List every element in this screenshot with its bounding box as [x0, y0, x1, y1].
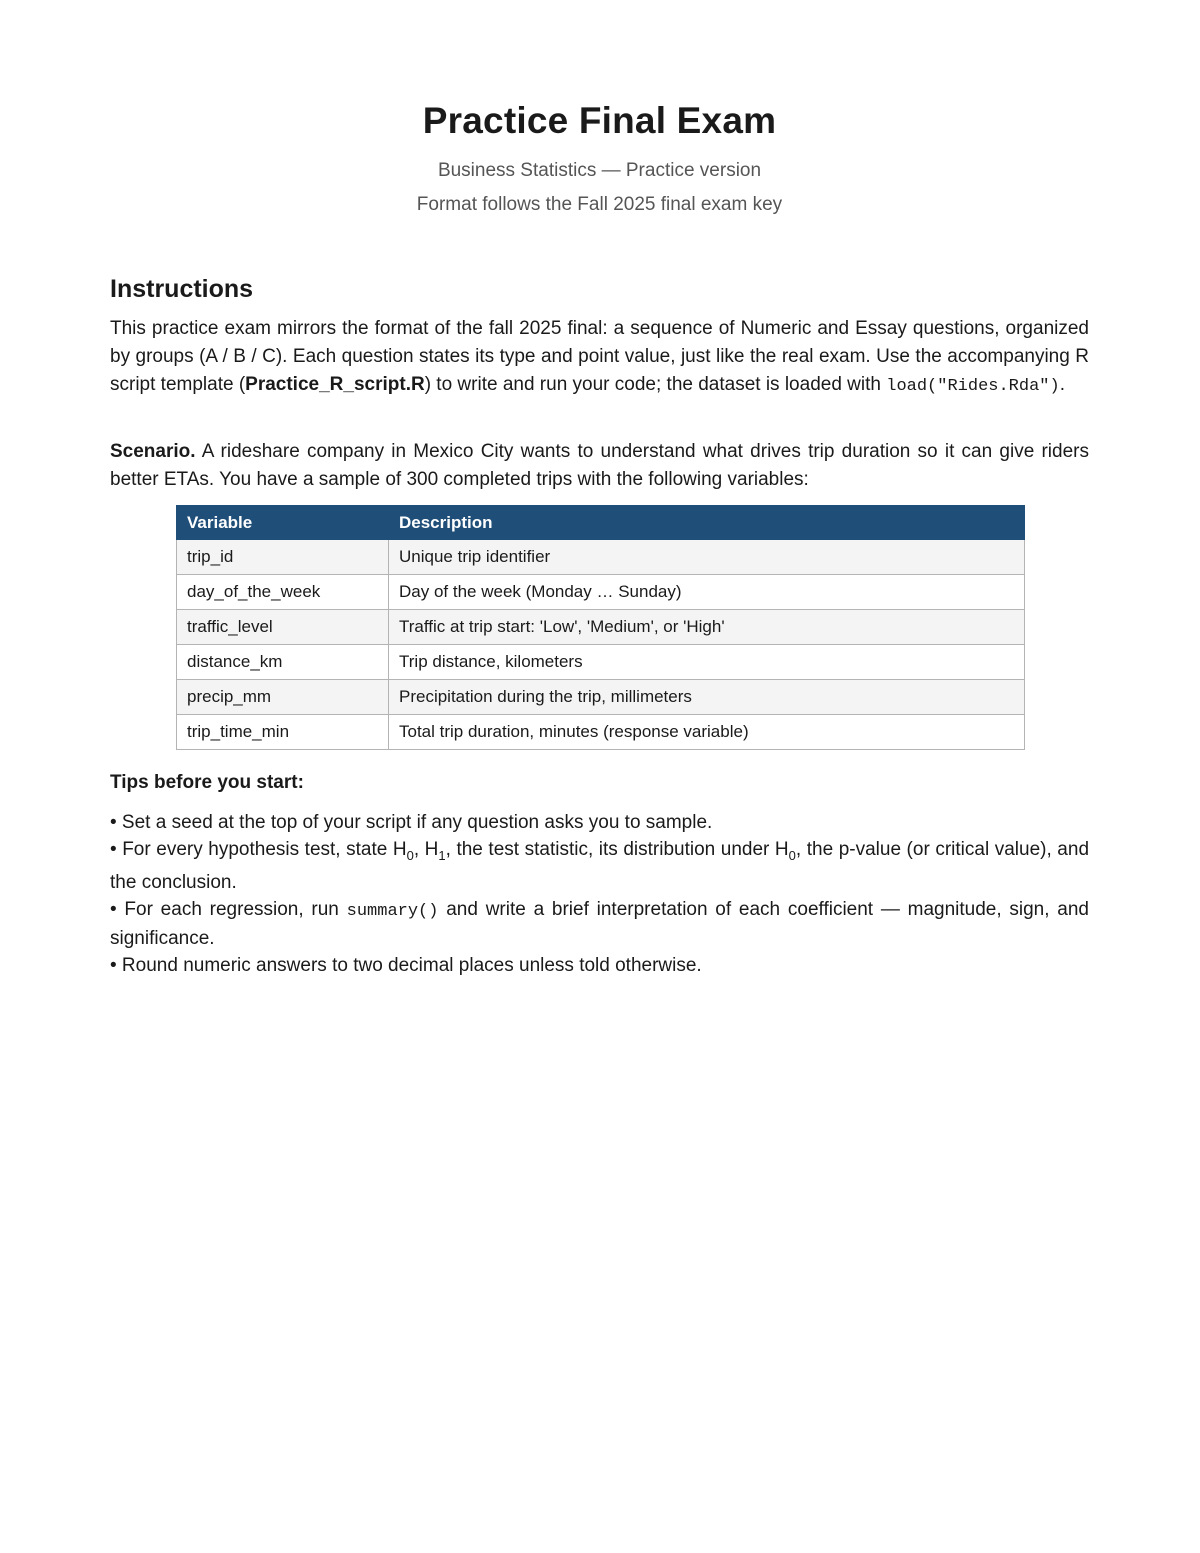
format-note: Format follows the Fall 2025 final exam key — [416, 194, 783, 215]
tip2-part-c: , the test statistic, its distribution under H — [445, 839, 789, 860]
subscript-1: 1 — [438, 847, 446, 863]
description-cell: Traffic at trip start: 'Low', 'Medium', or 'High' — [389, 610, 1025, 645]
subscript-0: 0 — [406, 847, 414, 863]
variable-cell: day_of_the_week — [177, 575, 389, 610]
variable-cell: traffic_level — [177, 610, 389, 645]
tip3-part-b: and write a brief interpretation of each coefficient — magnitude, sign, and significance. — [110, 898, 1089, 949]
tip-item: • Round numeric answers to two decimal places unless told otherwise. — [110, 954, 702, 976]
tip-item: • Set a seed at the top of your script if any question asks you to sample. — [110, 812, 713, 833]
table-row — [177, 680, 1025, 715]
variable-cell: distance_km — [177, 645, 389, 680]
variables-table — [176, 505, 1025, 750]
instructions-paragraph — [110, 315, 1089, 401]
header-variable: Variable — [177, 506, 389, 540]
table-header-row — [177, 506, 1025, 540]
tip-item — [110, 836, 1089, 896]
header-description: Description — [389, 506, 1025, 540]
tip2-part-a: • For every hypothesis test, state H — [110, 839, 407, 860]
scenario-label: Scenario. — [110, 441, 196, 462]
intro-end: . — [1059, 374, 1065, 395]
tip2-part-d: , the p-value (or critical value), and the conclusion. — [110, 839, 1090, 893]
page-title: Practice Final Exam — [422, 100, 777, 141]
scenario-paragraph — [110, 438, 1089, 494]
load-code: load("Rides.Rda") — [886, 377, 1060, 396]
tip2-part-b: , H — [413, 839, 439, 860]
summary-code: summary() — [346, 901, 439, 921]
description-cell: Unique trip identifier — [389, 540, 1025, 575]
tips-list — [110, 809, 1089, 979]
instructions-heading: Instructions — [110, 275, 254, 303]
page-subtitle: Business Statistics — Practice version — [437, 160, 762, 181]
intro-text: This practice exam mirrors the format of the fall 2025 final: a sequence of Numeric and Essay questions, organized by groups (A / B / C). Each question states its type and point value, just like the real exam. Use the accompanying R script template ( — [110, 318, 1089, 395]
intro-text-2: ) to write and run your code; the dataset is loaded with — [424, 374, 887, 395]
description-cell: Day of the week (Monday … Sunday) — [389, 575, 1025, 610]
description-cell: Precipitation during the trip, millimeters — [389, 680, 1025, 715]
table-row — [177, 610, 1025, 645]
description-cell: Trip distance, kilometers — [389, 645, 1025, 680]
table-row — [177, 575, 1025, 610]
subscript-0: 0 — [788, 847, 796, 863]
scenario-text: A rideshare company in Mexico City wants to understand what drives trip duration so it can give riders better ETAs. You have a sample of 300 completed trips with the following variables: — [110, 441, 1089, 490]
variable-cell: precip_mm — [177, 680, 389, 715]
table-row — [177, 540, 1025, 575]
tips-heading: Tips before you start: — [110, 772, 304, 793]
table-row — [177, 645, 1025, 680]
tip3-part-a: • For each regression, run — [110, 898, 347, 920]
tip-item — [110, 896, 1089, 952]
table-row — [177, 715, 1025, 750]
variable-cell: trip_id — [177, 540, 389, 575]
script-name: Practice_R_script.R — [245, 374, 425, 395]
description-cell: Total trip duration, minutes (response variable) — [389, 715, 1025, 750]
variable-cell: trip_time_min — [177, 715, 389, 750]
